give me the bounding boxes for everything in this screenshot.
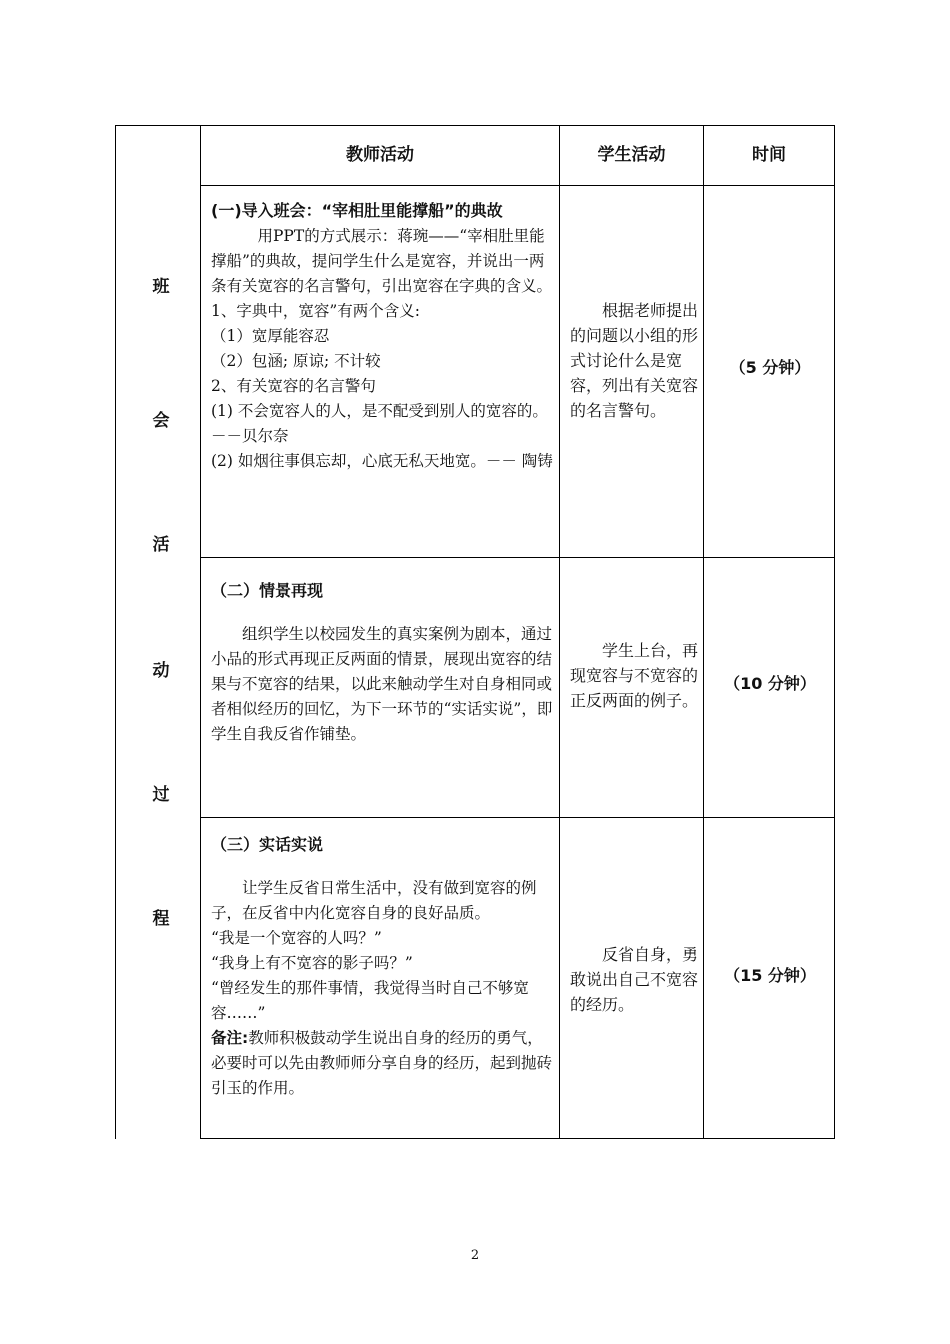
student-cell-intro: 根据老师提出的问题以小组的形式讨论什么是宽容，列出有关宽容的名言警句。	[570, 301, 699, 420]
table-left-border	[115, 125, 116, 1139]
paragraph: “曾经发生的那件事情，我觉得当时自己不够宽容……”	[211, 979, 529, 1022]
table-bottom-border	[200, 1138, 835, 1139]
section-heading: （二）情景再现	[211, 581, 324, 600]
side-label-char: 活	[152, 535, 170, 555]
time-cell-intro: （5 分钟）	[729, 358, 811, 377]
paragraph: (2) 如烟往事俱忘却，心底无私天地宽。－－ 陶铸	[211, 452, 553, 470]
side-label-char: 会	[152, 411, 170, 431]
header-student-activity: 学生活动	[597, 145, 666, 165]
student-cell-scenario: 学生上台，再现宽容与不宽容的正反两面的例子。	[570, 641, 699, 710]
paragraph: 1、字典中，宽容”有两个含义:	[211, 302, 421, 320]
side-label-char: 班	[152, 277, 170, 297]
paragraph: 用PPT的方式展示：蒋琬——“宰相肚里能撑船”的典故，提问学生什么是宽容，并说出一两条有关宽容的名言警句，引出宽容在字典的含义。	[211, 227, 553, 295]
paragraph: 2、有关宽容的名言警句	[211, 377, 376, 395]
paragraph: 组织学生以校园发生的真实案例为剧本，通过小品的形式再现正反两面的情景，展现出宽容的结果与不宽容的结果，以此来触动学生对自身相同或者相似经历的回忆，为下一环节的“实话实说”，即学生自我反省作铺垫。	[211, 625, 553, 743]
teacher-cell-intro	[211, 198, 553, 474]
paragraph: （2）包涵; 原谅; 不计较	[211, 352, 381, 370]
paragraph: (1) 不会宽容人的人，是不配受到别人的宽容的。－－贝尔奈	[211, 402, 548, 445]
paragraph: 让学生反省日常生活中，没有做到宽容的例子，在反省中内化宽容自身的良好品质。	[211, 879, 537, 922]
header-time: 时间	[752, 145, 786, 165]
row-1-bottom-border	[200, 557, 835, 558]
paragraph: （1）宽厚能容忍	[211, 327, 330, 345]
time-cell-speak-truth: （15 分钟）	[724, 966, 816, 985]
student-column-border	[703, 125, 704, 1139]
note-label: 备注:	[211, 1029, 249, 1047]
row-2-bottom-border	[200, 817, 835, 818]
header-teacher-activity: 教师活动	[346, 145, 414, 165]
header-bottom-border	[200, 185, 835, 186]
teacher-cell-speak-truth	[211, 832, 553, 1101]
teacher-column-border	[559, 125, 560, 1139]
side-label-char: 过	[152, 785, 170, 805]
side-label-char: 动	[152, 661, 170, 681]
section-heading: (一)导入班会：“宰相肚里能撑船”的典故	[211, 201, 503, 220]
paragraph: “我身上有不宽容的影子吗？”	[211, 954, 413, 972]
table-right-border	[834, 125, 835, 1139]
side-column-border	[200, 125, 201, 1139]
section-heading: （三）实话实说	[211, 835, 324, 854]
student-cell-speak-truth: 反省自身，勇敢说出自己不宽容的经历。	[570, 945, 699, 1014]
page-number: 2	[470, 1248, 480, 1263]
paragraph: “我是一个宽容的人吗？”	[211, 929, 382, 947]
note-text: 教师积极鼓动学生说出自身的经历的勇气，必要时可以先由教师师分享自身的经历，起到抛砖引玉的作用。	[211, 1029, 553, 1097]
note-paragraph	[211, 1026, 553, 1101]
time-cell-scenario: （10 分钟）	[724, 674, 816, 693]
teacher-cell-scenario	[211, 578, 553, 747]
side-label-char: 程	[152, 909, 170, 929]
